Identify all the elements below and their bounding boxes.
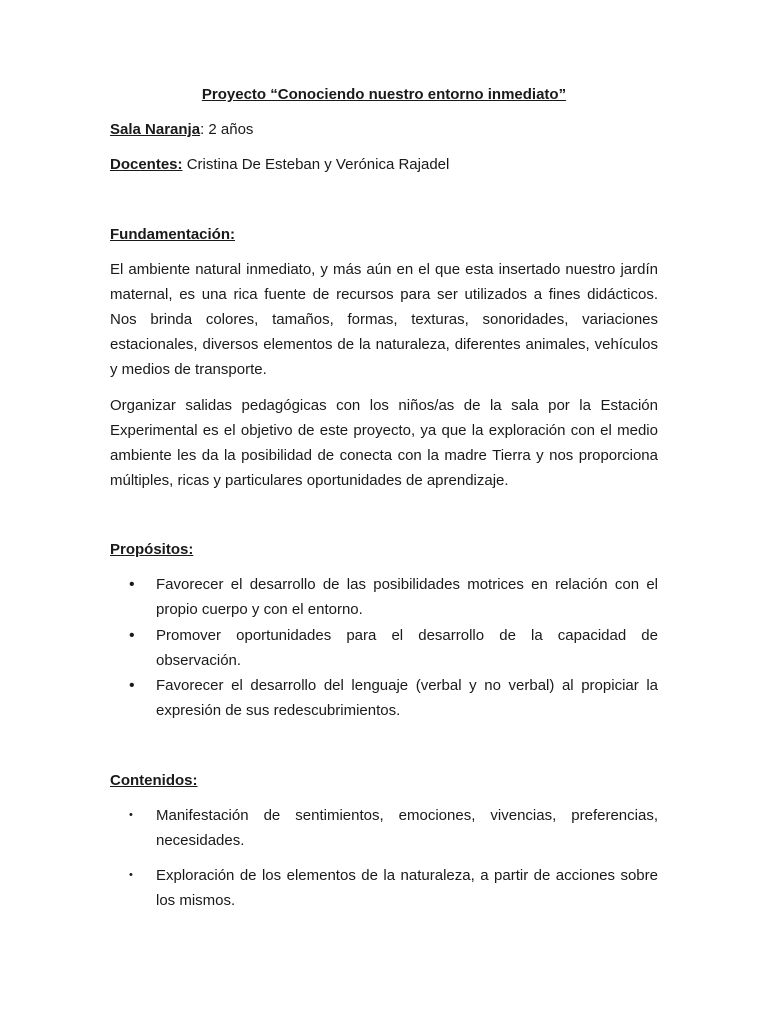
- propositos-item-text: Promover oportunidades para el desarrollo de la capacidad de observación.: [156, 627, 658, 669]
- propositos-item-text: Favorecer el desarrollo del lenguaje (verbal y no verbal) al propiciar la expresión de sus redescubrimientos.: [156, 677, 658, 719]
- propositos-item-text: Favorecer el desarrollo de las posibilidades motrices en relación con el propio cuerpo y con el entorno.: [156, 576, 658, 618]
- contenidos-item: [110, 803, 658, 853]
- contenidos-item-text: Manifestación de sentimientos, emociones, vivencias, preferencias, necesidades.: [156, 807, 658, 849]
- propositos-item: [110, 572, 658, 622]
- fundamentacion-paragraph-2: Organizar salidas pedagógicas con los niños/as de la sala por la Estación Experimental es el objetivo de este proyecto, ya que la exploración con el medio ambiente les da la posibilidad de conecta con la madre Tierra y nos proporciona múltiples, ricas y particulares oportunidades de aprendizaje.: [110, 397, 658, 489]
- bullet-icon: •: [129, 627, 135, 644]
- bullet-icon: •: [129, 809, 133, 821]
- document-title: Proyecto “Conociendo nuestro entorno inmediato”: [201, 86, 567, 103]
- contenidos-heading: Contenidos:: [110, 772, 198, 789]
- contenidos-item: [110, 863, 658, 913]
- bullet-icon: •: [129, 576, 135, 593]
- fundamentacion-heading: Fundamentación:: [110, 226, 236, 243]
- propositos-heading: Propósitos:: [110, 541, 194, 558]
- fundamentacion-paragraph-1: El ambiente natural inmediato, y más aún en el que esta insertado nuestro jardín maternal, es una rica fuente de recursos para ser utilizados a fines didácticos. Nos brinda colores, tamaños, formas, texturas, sonoridades, variaciones estacionales, diversos elementos de la naturaleza, diferentes animales, vehículos y medios de transporte.: [110, 261, 658, 378]
- sala-line: [110, 120, 658, 140]
- docentes-label: Docentes:: [110, 156, 183, 173]
- propositos-item: [110, 673, 658, 723]
- bullet-icon: •: [129, 869, 133, 881]
- docentes-value: Cristina De Esteban y Verónica Rajadel: [182, 156, 450, 173]
- sala-value: : 2 años: [200, 121, 254, 138]
- docentes-line: [110, 155, 658, 175]
- bullet-icon: •: [129, 677, 135, 694]
- contenidos-item-text: Exploración de los elementos de la naturaleza, a partir de acciones sobre los mismos.: [156, 867, 658, 909]
- propositos-item: [110, 623, 658, 673]
- sala-label: Sala Naranja: [110, 121, 201, 138]
